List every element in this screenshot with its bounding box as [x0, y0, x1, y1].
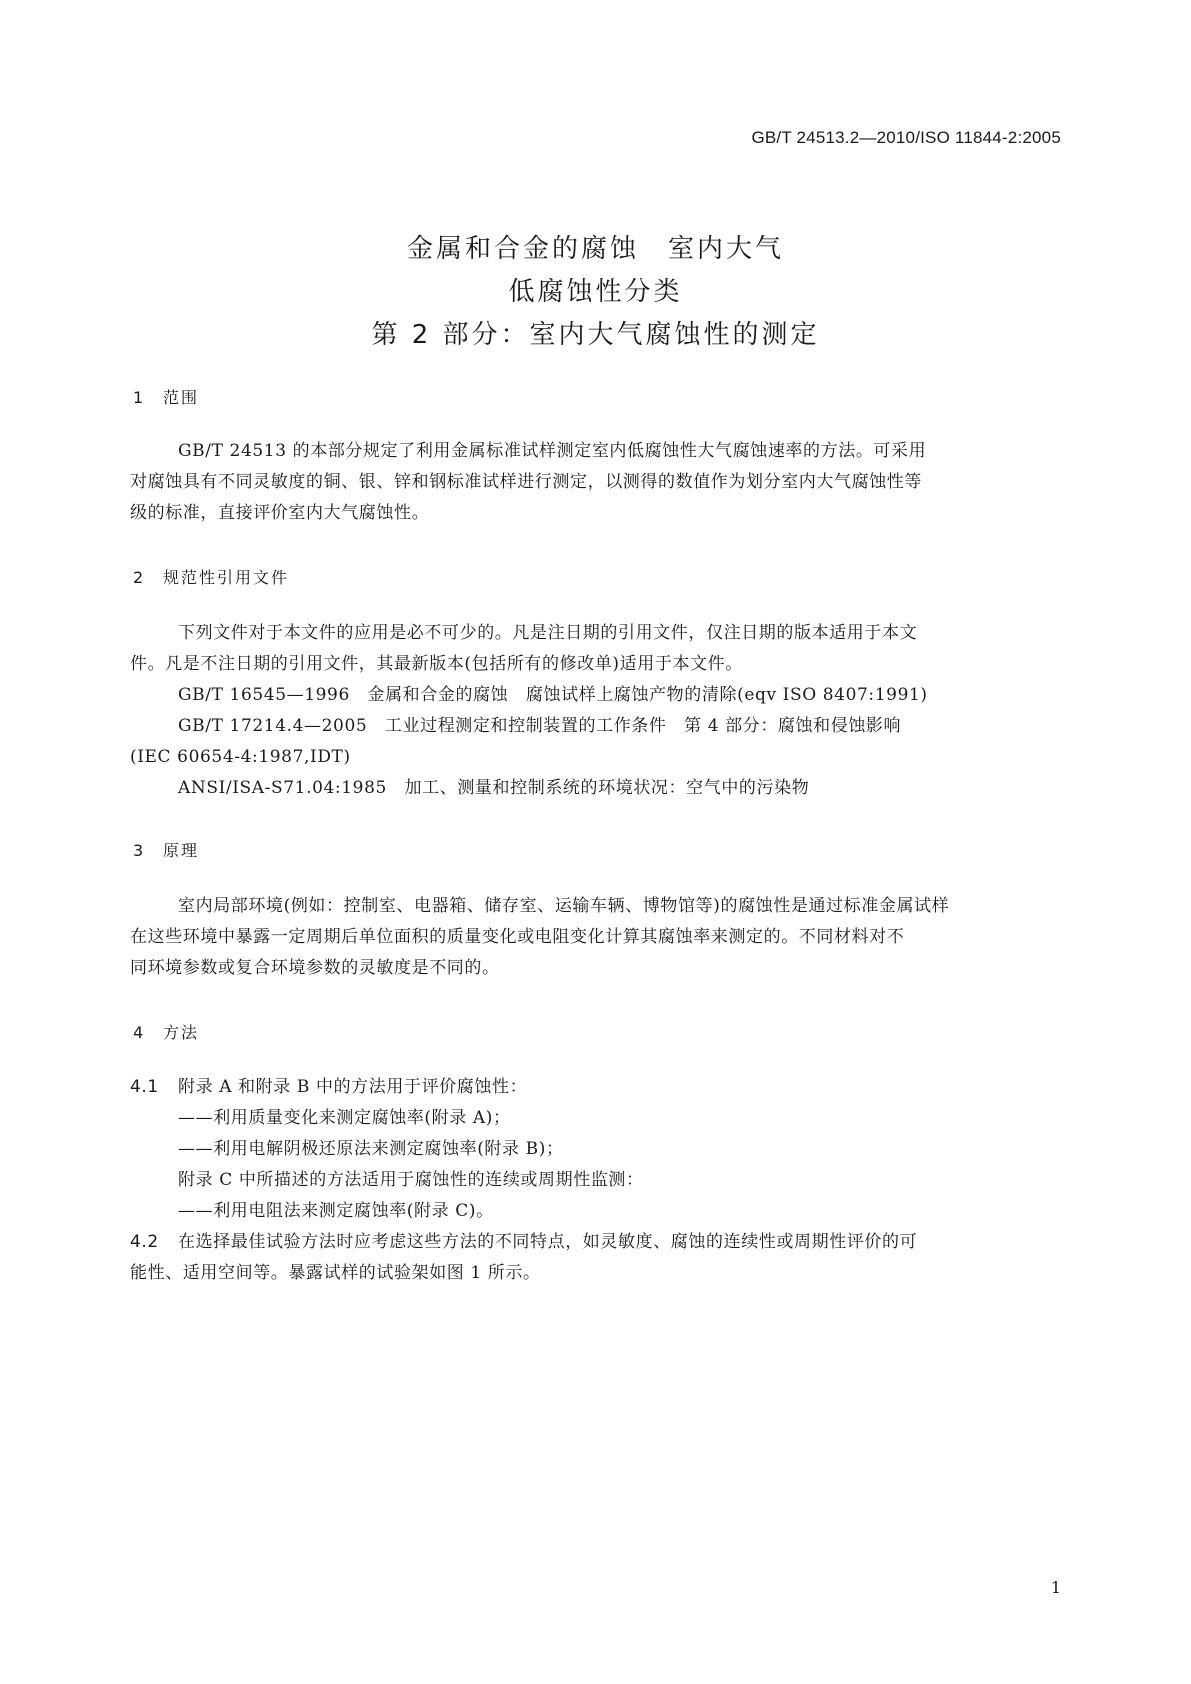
- title-line-3: 第 2 部分：室内大气腐蚀性的测定: [371, 320, 820, 350]
- title-line-1: 金属和合金的腐蚀 室内大气: [406, 234, 784, 264]
- list-item: ——利用电解阴极还原法来测定腐蚀率(附录 B)；: [178, 1139, 564, 1159]
- standard-code-header: GB/T 24513.2—2010/ISO 11844-2:2005: [751, 128, 1061, 147]
- reference-entry-continuation: (IEC 60654-4:1987,IDT): [130, 747, 351, 767]
- reference-entry: GB/T 16545—1996 金属和合金的腐蚀 腐蚀试样上腐蚀产物的清除(eqv ISO 8407:1991): [178, 685, 928, 705]
- clause-text: 附录 A 和附录 B 中的方法用于评价腐蚀性：: [178, 1077, 528, 1097]
- title-line-2: 低腐蚀性分类: [508, 277, 683, 307]
- section-2-paragraph: [130, 618, 1060, 804]
- paragraph-line: 同环境参数或复合环境参数的灵敏度是不同的。: [130, 958, 500, 978]
- list-item: ——利用电阻法来测定腐蚀率(附录 C)。: [178, 1201, 494, 1221]
- section-number: 4: [133, 1023, 144, 1042]
- section-title: 原理: [163, 841, 200, 860]
- section-title: 方法: [163, 1023, 200, 1042]
- clause-4-2: [130, 1227, 1060, 1258]
- paragraph-line: 能性、适用空间等。暴露试样的试验架如图 1 所示。: [130, 1263, 541, 1283]
- clause-text: 附录 C 中所描述的方法适用于腐蚀性的连续或周期性监测：: [178, 1170, 644, 1190]
- reference-entry: ANSI/ISA-S71.04:1985 加工、测量和控制系统的环境状况：空气中的污染物: [178, 778, 810, 798]
- paragraph-line: 下列文件对于本文件的应用是必不可少的。凡是注日期的引用文件，仅注日期的版本适用于本文: [178, 623, 918, 643]
- clause-4-1: [130, 1072, 1060, 1103]
- clause-text: 在选择最佳试验方法时应考虑这些方法的不同特点，如灵敏度、腐蚀的连续性或周期性评价的可: [178, 1232, 918, 1252]
- section-number: 2: [133, 568, 144, 587]
- list-item: ——利用质量变化来测定腐蚀率(附录 A)；: [178, 1108, 511, 1128]
- page-number: 1: [1050, 1578, 1061, 1597]
- paragraph-line: 级的标准，直接评价室内大气腐蚀性。: [130, 503, 430, 523]
- document-title: [0, 228, 1191, 357]
- paragraph-line: GB/T 24513 的本部分规定了利用金属标准试样测定室内低腐蚀性大气腐蚀速率的方法。可采用: [178, 441, 927, 461]
- section-number: 1: [133, 388, 144, 407]
- paragraph-line: 在这些环境中暴露一定周期后单位面积的质量变化或电阻变化计算其腐蚀率来测定的。不同材料对不: [130, 927, 905, 947]
- section-4-heading: [133, 1020, 199, 1043]
- paragraph-line: 室内局部环境(例如：控制室、电器箱、储存室、运输车辆、博物馆等)的腐蚀性是通过标准金属试样: [178, 896, 950, 916]
- section-title: 范围: [163, 388, 200, 407]
- section-1-heading: [133, 385, 199, 408]
- clause-number: 4.2: [130, 1232, 159, 1252]
- section-4-content: [130, 1072, 1060, 1289]
- section-3-heading: [133, 838, 199, 861]
- clause-number: 4.1: [130, 1077, 159, 1097]
- section-number: 3: [133, 841, 144, 860]
- section-3-paragraph: [130, 891, 1060, 984]
- paragraph-line: 件。凡是不注日期的引用文件，其最新版本(包括所有的修改单)适用于本文件。: [130, 654, 743, 674]
- section-title: 规范性引用文件: [163, 568, 290, 587]
- section-2-heading: [133, 565, 289, 588]
- section-1-paragraph: [130, 436, 1060, 529]
- paragraph-line: 对腐蚀具有不同灵敏度的铜、银、锌和钢标准试样进行测定，以测得的数值作为划分室内大气腐蚀性等: [130, 472, 922, 492]
- reference-entry: GB/T 17214.4—2005 工业过程测定和控制装置的工作条件 第 4 部分：腐蚀和侵蚀影响: [178, 716, 902, 736]
